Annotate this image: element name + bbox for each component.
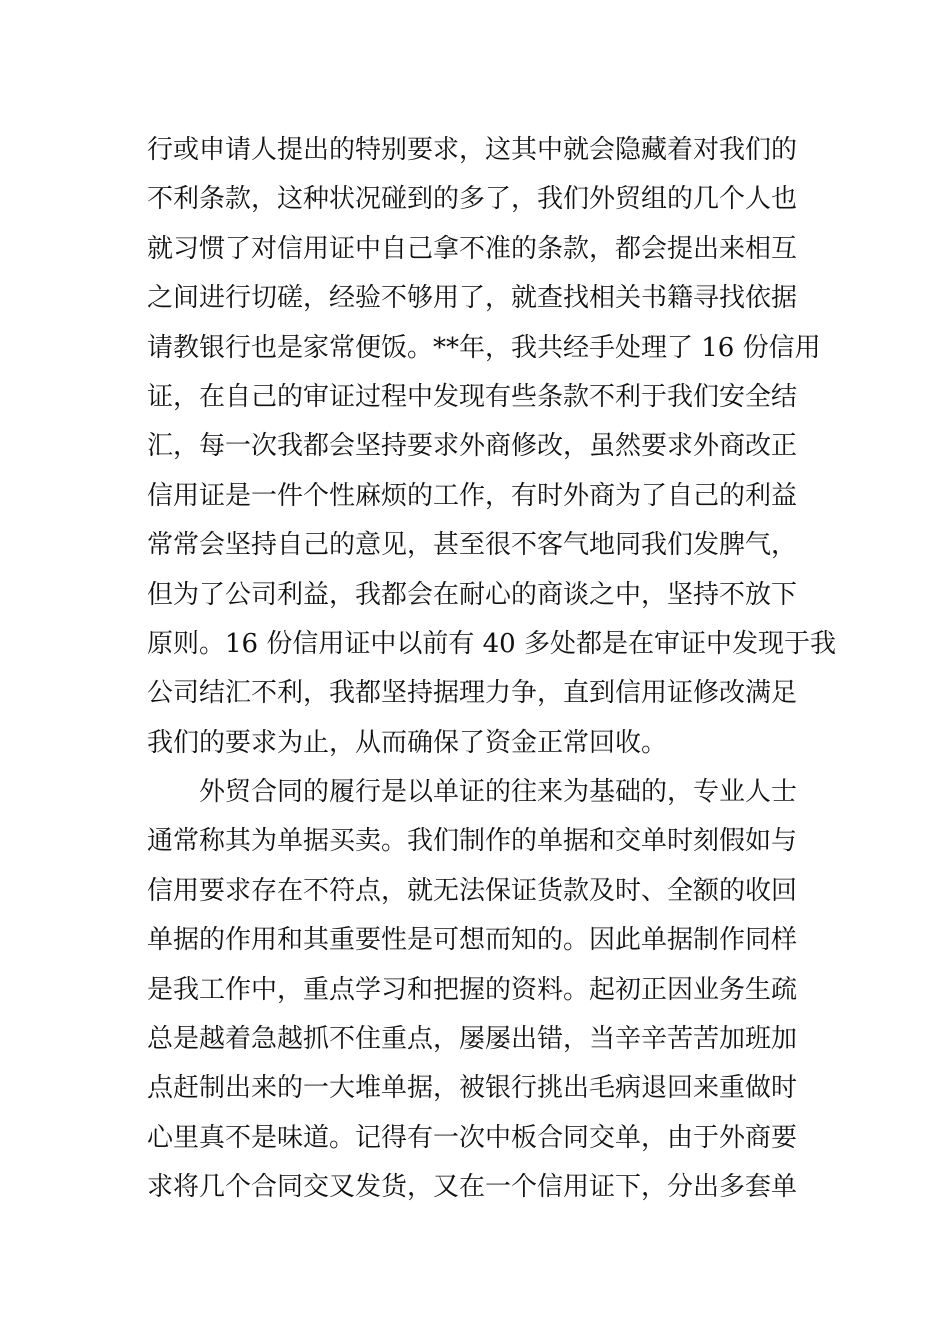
text-line: 我们的要求为止，从而确保了资金正常回收。: [147, 727, 668, 758]
text-line: 公司结汇不利，我都坚持据理力争，直到信用证修改满足: [147, 678, 798, 709]
text-line: 通常称其为单据买卖。我们制作的单据和交单时刻假如与: [147, 826, 798, 857]
text-line: 就习惯了对信用证中自己拿不准的条款，都会提出来相互: [147, 233, 798, 264]
text-line: 心里真不是味道。记得有一次中板合同交单，由于外商要: [147, 1122, 798, 1153]
text-line: 点赶制出来的一大堆单据，被银行挑出毛病退回来重做时: [147, 1073, 798, 1104]
text-line: 请教银行也是家常便饭。**年，我共经手处理了 16 份信用: [147, 332, 821, 363]
body-text: [147, 126, 836, 1213]
text-line: 常常会坚持自己的意见，甚至很不客气地同我们发脾气，: [147, 530, 798, 561]
text-line: 行或申请人提出的特别要求，这其中就会隐藏着对我们的: [147, 135, 798, 165]
text-line: 之间进行切磋，经验不够用了，就查找相关书籍寻找依据: [147, 283, 798, 314]
text-line: 但为了公司利益，我都会在耐心的商谈之中，坚持不放下: [147, 579, 798, 610]
text-line: 不利条款，这种状况碰到的多了，我们外贸组的几个人也: [147, 184, 798, 215]
text-line: 原则。16 份信用证中以前有 40 多处都是在审证中发现于我: [147, 628, 836, 659]
text-line: 汇，每一次我都会坚持要求外商修改，虽然要求外商改正: [147, 431, 798, 462]
text-line: 求将几个合同交叉发货，又在一个信用证下，分出多套单: [147, 1172, 798, 1203]
text-line: 信用证是一件个性麻烦的工作，有时外商为了自己的利益: [147, 480, 798, 511]
text-line: 单据的作用和其重要性是可想而知的。因此单据制作同样: [147, 925, 798, 956]
text-line: 总是越着急越抓不住重点，屡屡出错，当辛辛苦苦加班加: [147, 1024, 798, 1055]
text-line: 外贸合同的履行是以单证的往来为基础的，专业人士: [147, 777, 798, 808]
text-line: 证，在自己的审证过程中发现有些条款不利于我们安全结: [147, 381, 798, 412]
text-line: 信用要求存在不符点，就无法保证货款及时、全额的收回: [147, 875, 798, 906]
text-line: 是我工作中，重点学习和把握的资料。起初正因业务生疏: [147, 974, 798, 1005]
